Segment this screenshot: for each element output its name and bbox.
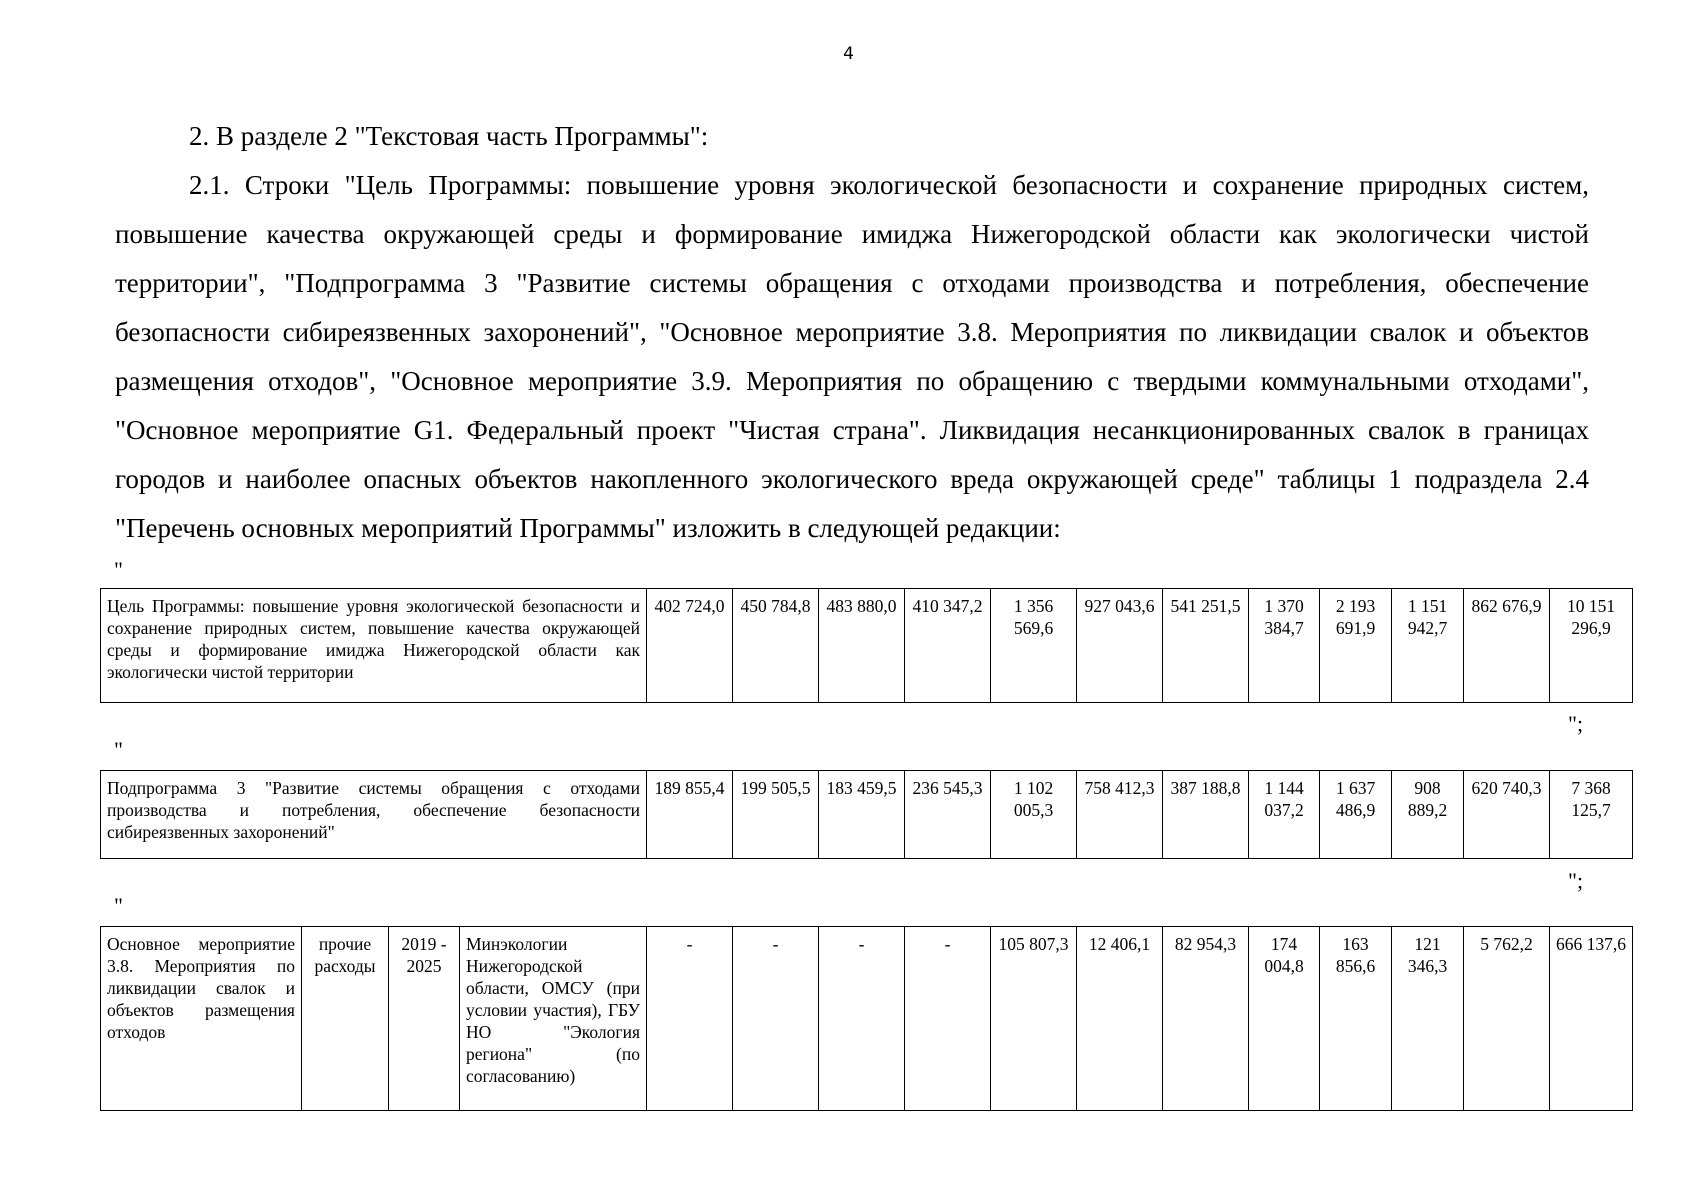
value-cell: 163 856,6 (1320, 927, 1392, 1111)
value-cell: 1 370 384,7 (1249, 589, 1320, 703)
value-cell: 1 102 005,3 (991, 771, 1077, 859)
table-row (101, 771, 1633, 859)
value-cell: 82 954,3 (1163, 927, 1249, 1111)
quote-open-3: " (114, 893, 123, 918)
quote-close-1: "; (1568, 711, 1584, 736)
paragraph-2-1: 2.1. Строки "Цель Программы: повышение уровня экологической безопасности и сохранение природных систем, повышение качества окружающей среды и формирование имиджа Нижегородской области как экологически чистой территории", "Подпрограмма 3 "Развитие системы обращения с отходами производства и потребления, обеспечение безопасности сибиреязвенных захоронений", "Основное мероприятие 3.8. Мероприятия по ликвидации свалок и объектов размещения отходов", "Основное мероприятие 3.9. Мероприятия по обращению с твердыми коммунальными отходами", "Основное мероприятие G1. Федеральный проект "Чистая страна". Ликвидация несанкционированных свалок в границах городов и наиболее опасных объектов накопленного экологического вреда окружающей среде" таблицы 1 подраздела 2.4 "Перечень основных мероприятий Программы" изложить в следующей редакции: (115, 170, 1589, 543)
row-name-measure: Основное мероприятие 3.8. Мероприятия по ликвидации свалок и объектов размещения отходов (101, 927, 302, 1111)
value-cell: 105 807,3 (991, 927, 1077, 1111)
value-cell: - (905, 927, 991, 1111)
value-cell: - (819, 927, 905, 1111)
value-cell: 183 459,5 (819, 771, 905, 859)
period-cell: 2019 - 2025 (389, 927, 460, 1111)
body-text (115, 112, 1589, 553)
value-cell: 189 855,4 (647, 771, 733, 859)
value-cell: 174 004,8 (1249, 927, 1320, 1111)
value-cell: 908 889,2 (1392, 771, 1464, 859)
executor-cell: Минэкологии Нижегородской области, ОМСУ (при условии участия), ГБУ НО "Экология региона" (по согласованию) (460, 927, 647, 1111)
quote-open-2: " (114, 737, 123, 762)
value-cell: 2 193 691,9 (1320, 589, 1392, 703)
table-subprogram-3 (100, 770, 1633, 859)
value-cell: 927 043,6 (1077, 589, 1163, 703)
page-number: 4 (843, 44, 854, 64)
value-cell: - (733, 927, 819, 1111)
table-row (101, 927, 1633, 1111)
value-cell: 121 346,3 (1392, 927, 1464, 1111)
value-cell: 236 545,3 (905, 771, 991, 859)
value-cell: 1 637 486,9 (1320, 771, 1392, 859)
expense-type-cell: прочие расходы (302, 927, 389, 1111)
value-cell: 1 144 037,2 (1249, 771, 1320, 859)
table-goal (100, 588, 1633, 703)
value-cell: 862 676,9 (1464, 589, 1550, 703)
paragraph-section-2: 2. В разделе 2 "Текстовая часть Программы": (189, 121, 709, 151)
table-measure-3-8 (100, 926, 1633, 1111)
value-cell: 1 151 942,7 (1392, 589, 1464, 703)
quote-close-2: "; (1568, 868, 1584, 893)
row-name-subprogram: Подпрограмма 3 "Развитие системы обращения с отходами производства и потребления, обеспечение безопасности сибиреязвенных захоронений" (101, 771, 647, 859)
value-cell: - (647, 927, 733, 1111)
quote-open-1: " (114, 557, 123, 582)
value-cell: 1 356 569,6 (991, 589, 1077, 703)
value-cell: 541 251,5 (1163, 589, 1249, 703)
value-cell: 7 368 125,7 (1550, 771, 1633, 859)
value-cell: 402 724,0 (647, 589, 733, 703)
value-cell: 5 762,2 (1464, 927, 1550, 1111)
value-cell: 199 505,5 (733, 771, 819, 859)
value-cell: 450 784,8 (733, 589, 819, 703)
value-cell: 410 347,2 (905, 589, 991, 703)
value-cell: 483 880,0 (819, 589, 905, 703)
value-cell: 10 151 296,9 (1550, 589, 1633, 703)
value-cell: 758 412,3 (1077, 771, 1163, 859)
table-row (101, 589, 1633, 703)
row-name-goal: Цель Программы: повышение уровня экологической безопасности и сохранение природных систем, повышение качества окружающей среды и формирование имиджа Нижегородской области как экологически чистой территории (101, 589, 647, 703)
value-cell: 666 137,6 (1550, 927, 1633, 1111)
value-cell: 12 406,1 (1077, 927, 1163, 1111)
value-cell: 620 740,3 (1464, 771, 1550, 859)
value-cell: 387 188,8 (1163, 771, 1249, 859)
